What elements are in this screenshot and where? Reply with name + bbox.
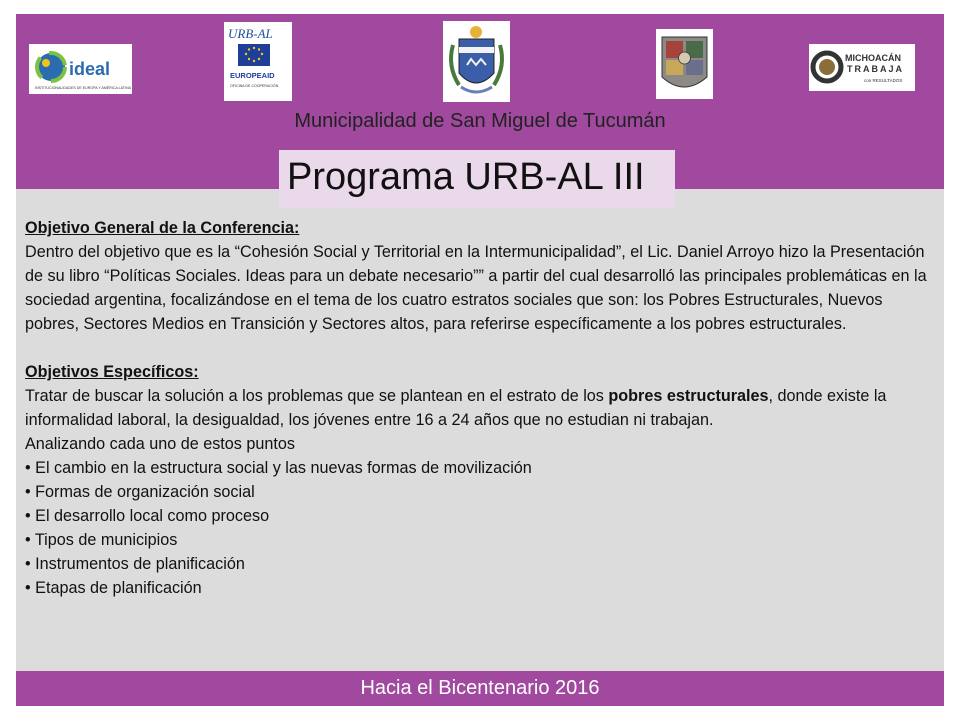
urbal-europeaid-logo: [224, 22, 292, 101]
resultados-text: con RESULTADOS: [864, 78, 903, 83]
bullet-item: • Formas de organización social: [25, 483, 255, 501]
bullet-item: • Instrumentos de planificación: [25, 555, 245, 573]
program-title: Programa URB-AL III: [287, 156, 645, 198]
ideal-logo: [29, 44, 132, 94]
michoacan-trabaja-logo: [809, 44, 915, 91]
specific-objectives-text: [25, 384, 940, 432]
specific-text-end: , donde existe la informalidad laboral, la desigualdad, los jóvenes entre 16 a 24 años que no estudian ni trabajan.: [25, 387, 887, 429]
municipality-name: Municipalidad de San Miguel de Tucumán: [294, 110, 666, 132]
urbal-logo-text: URB-AL: [228, 26, 273, 41]
bullet-item: • Etapas de planificación: [25, 579, 202, 597]
ideal-logo-caption: INSTITUCIONALIDADES DE EUROPA Y AMÉRICA LATINA: [35, 86, 131, 90]
specific-objectives-heading: Objetivos Específicos:: [25, 363, 199, 381]
san-miguel-tucuman-seal: [443, 21, 510, 102]
specific-text-bold: pobres estructurales: [608, 387, 769, 405]
bullet-item: • Tipos de municipios: [25, 531, 178, 549]
europeaid-text: EUROPEAID: [230, 71, 275, 80]
europeaid-caption: OFICINA DE COOPERACIÓN: [230, 84, 279, 88]
bullet-item: • El desarrollo local como proceso: [25, 507, 270, 525]
general-objective-text: Dentro del objetivo que es la “Cohesión Social y Territorial en la Intermunicipalidad”, el Lic. Daniel Arroyo hizo la Presentación de su libro “Políticas Sociales. Ideas para un debate necesario”” a partir del cual desarrolló las principales problemáticas en la sociedad argentina, focalizándose en el tema de los cuatro estratos sociales que son: los Pobres Estructurales, Nuevos pobres, Sectores Medios en Transición y Sectores altos, para referirse específicamente a los pobres estructurales.: [25, 243, 927, 333]
content-body: [25, 216, 940, 600]
footer-text: Hacia el Bicentenario 2016: [360, 677, 600, 699]
spacer: [25, 336, 940, 360]
trabaja-text: TRABAJA: [847, 64, 905, 74]
analysis-intro: Analizando cada uno de estos puntos: [25, 435, 295, 453]
ideal-logo-text: ideal: [69, 59, 111, 79]
general-objective-heading: Objetivo General de la Conferencia:: [25, 219, 300, 237]
bullet-item: • El cambio en la estructura social y las nuevas formas de movilización: [25, 459, 532, 477]
michoacan-text: MICHOACÁN: [845, 53, 901, 63]
program-title-box: [279, 150, 675, 208]
michoacan-coat-of-arms: [656, 29, 713, 99]
specific-text-start: Tratar de buscar la solución a los problemas que se plantean en el estrato de los: [25, 387, 609, 405]
